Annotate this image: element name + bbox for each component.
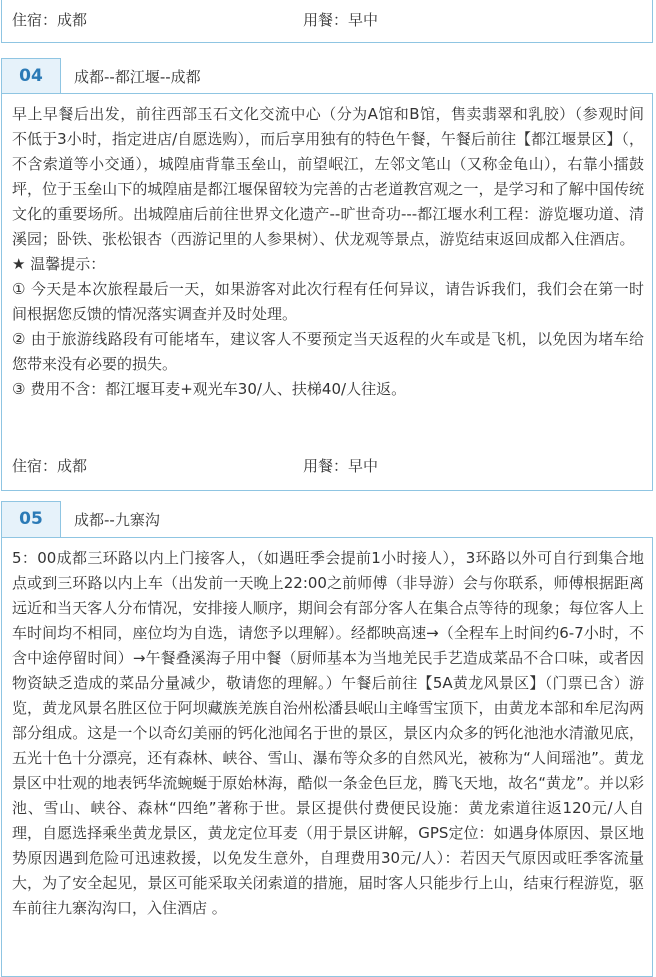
tip-item-1: ① 今天是本次旅程最后一天，如果游客对此次行程有任何异议，请告诉我们，我们会在第一时间根据您反馈的情况落实调查并及时处理。 xyxy=(12,280,644,323)
day04-header xyxy=(1,58,653,94)
tips-heading: ★ 温馨提示： xyxy=(12,255,106,273)
day04-content-box xyxy=(1,93,653,491)
day05-description xyxy=(12,546,644,921)
day-number-badge: 05 xyxy=(1,501,61,537)
day05-paragraph-main: 5：00成都三环路以内上门接客人，（如遇旺季会提前1小时接人），3环路以外可自行到集合地点或到三环路以内上车（出发前一天晚上22:00之前师傅（非导游）会与你联系，师傅根据距离远近和当天客人分布情况，安排接人顺序，期间会有部分客人在集合点等待的现象；每位客人上车时间均不相同，座位均为自选，请您予以理解）。经都映高速→（全程车上时间约6-7小时，不含中途停留时间）→午餐叠溪海子用中餐（厨师基本为当地羌民手艺造成菜品不合口味，或者因物资缺乏造成的菜品分量减少，敬请您的理解。）午餐后前往【5A黄龙风景区】（门票已含）游览，黄龙风景名胜区位于阿坝藏族羌族自治州松潘县岷山主峰雪宝顶下，由黄龙本部和牟尼沟两部分组成。这是一个以奇幻美丽的钙化池闻名于世的景区，景区内众多的钙化池池水清澈见底，五光十色十分漂亮，还有森林、峡谷、雪山、瀑布等众多的自然风光，被称为“人间瑶池”。黄龙景区中壮观的地表钙华流蜿蜒于原始林海，酷似一条金色巨龙，腾飞天地，故名“黄龙”。并以彩池、雪山、峡谷、森林“四绝”著称于世。景区提供付费便民设施：黄龙索道往返120元/人自理，自愿选择乘坐黄龙景区，黄龙定位耳麦（用于景区讲解，GPS定位：如遇身体原因、景区地势原因遇到危险可迅速救援，以免发生意外，自理费用30元/人）：若因天气原因或旺季客流量大，为了安全起见，景区可能采取关闭索道的措施，届时客人只能步行上山，结束行程游览，驱车前往九寨沟沟口，入住酒店 。 xyxy=(12,549,644,917)
meal-label: 用餐：早中 xyxy=(303,457,379,475)
day04-description xyxy=(12,102,644,402)
day-route-title: 成都--都江堰--成都 xyxy=(74,68,201,86)
meal-label: 用餐：早中 xyxy=(303,11,379,29)
day05-header xyxy=(1,501,653,537)
day05-content-box xyxy=(1,537,653,977)
lodging-label: 住宿：成都 xyxy=(12,457,88,475)
tip-item-2: ② 由于旅游线路段有可能堵车，建议客人不要预定当天返程的火车或是飞机，以免因为堵车给您带来没有必要的损失。 xyxy=(12,330,644,373)
tip-item-3: ③ 费用不含：都江堰耳麦+观光车30/人、扶梯40/人往返。 xyxy=(12,380,407,398)
day04-paragraph-main: 早上早餐后出发，前往西部玉石文化交流中心（分为A馆和B馆，售卖翡翠和乳胶）（参观时间 不低于3小时，指定进店/自愿选购），而后享用独有的特色午餐，午餐后前往【都江堰景区】（，不含索道等小交通），城隍庙背靠玉垒山，前望岷江，左邻文笔山（又称金龟山），右靠小擂鼓坪，位于玉垒山下的城隍庙是都江堰保留较为完善的古老道教宫观之一，是学习和了解中国传统文化的重要场所。出城隍庙后前往世界文化遗产--旷世奇功---都江堰水利工程：游览堰功道、清溪园；卧铁、张松银杏（西游记里的人参果树）、伏龙观等景点，游览结束返回成都入住酒店。 xyxy=(12,105,644,248)
day03-footer-box xyxy=(1,0,653,43)
lodging-label: 住宿：成都 xyxy=(12,11,88,29)
day-route-title: 成都--九寨沟 xyxy=(74,511,160,529)
day-number-badge: 04 xyxy=(1,58,61,94)
